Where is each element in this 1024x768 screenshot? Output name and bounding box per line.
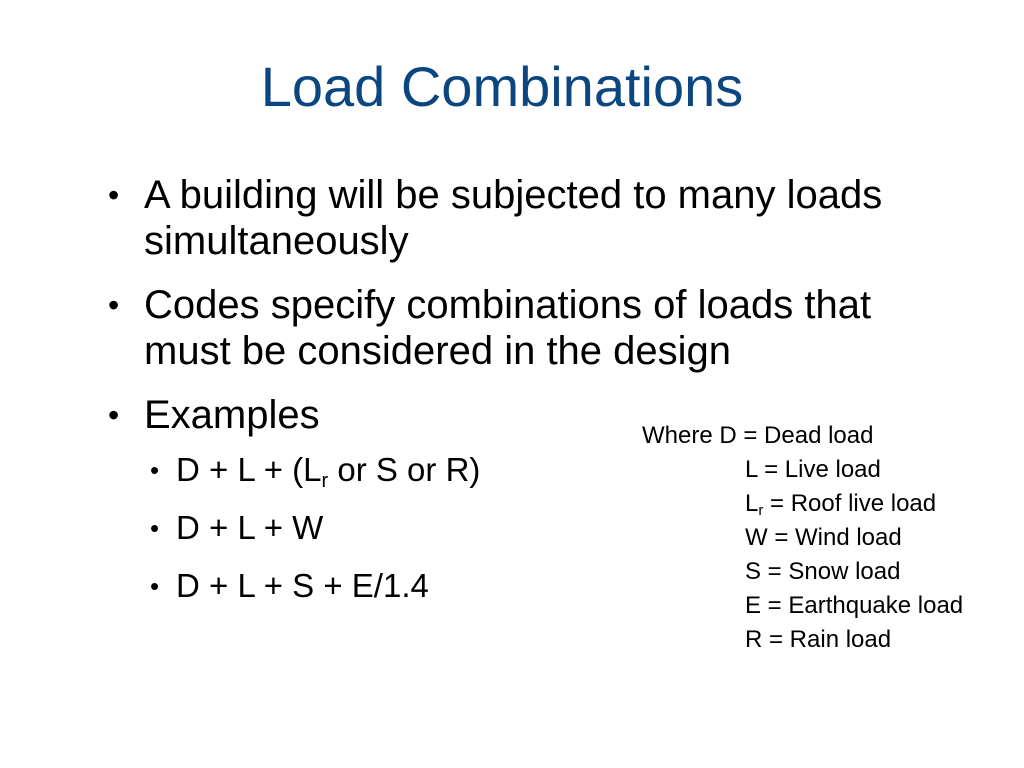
example-formula: D + L + W: [176, 509, 324, 546]
bullet-text: A building will be subjected to many loads simultaneously: [144, 173, 883, 263]
legend-definition: = Roof live load: [763, 490, 937, 517]
legend-line-wind: [642, 521, 963, 555]
legend-line-dead: [642, 419, 963, 453]
legend-line-snow: [642, 555, 963, 589]
legend-line-roof-live: [642, 487, 963, 521]
example-formula: D + L + S + E/1.4: [176, 567, 429, 604]
example-formula-start: D + L + (L: [176, 451, 322, 488]
legend-definition: R = Rain load: [745, 626, 892, 653]
sub-bullet-dot-icon: •: [150, 571, 160, 601]
bullet-text: Examples: [144, 393, 320, 437]
bullet-text: Codes specify combinations of loads that must be considered in the design: [144, 283, 872, 373]
legend-definition: L = Live load: [745, 456, 881, 483]
legend-symbol: L: [745, 490, 759, 517]
example-formula-end: or S or R): [328, 451, 481, 488]
example-subscript: r: [321, 470, 329, 492]
legend-line-live: [642, 453, 963, 487]
bullet-dot-icon: •: [108, 177, 120, 213]
bullet-dot-icon: •: [108, 287, 120, 323]
legend-line-earthquake: [642, 589, 963, 623]
load-legend: [642, 419, 963, 657]
legend-subscript: r: [758, 502, 764, 519]
slide-title: Load Combinations: [260, 55, 744, 118]
bullet-item: [108, 282, 908, 374]
legend-definition: D = Dead load: [719, 422, 874, 449]
sub-bullet-dot-icon: •: [150, 455, 160, 485]
legend-definition: W = Wind load: [745, 524, 902, 551]
bullet-dot-icon: •: [108, 397, 120, 433]
legend-definition: S = Snow load: [745, 558, 901, 585]
sub-bullet-dot-icon: •: [150, 513, 160, 543]
legend-intro: Where: [642, 422, 720, 449]
legend-line-rain: [642, 623, 963, 657]
bullet-item: [108, 172, 908, 264]
legend-definition: E = Earthquake load: [745, 592, 964, 619]
